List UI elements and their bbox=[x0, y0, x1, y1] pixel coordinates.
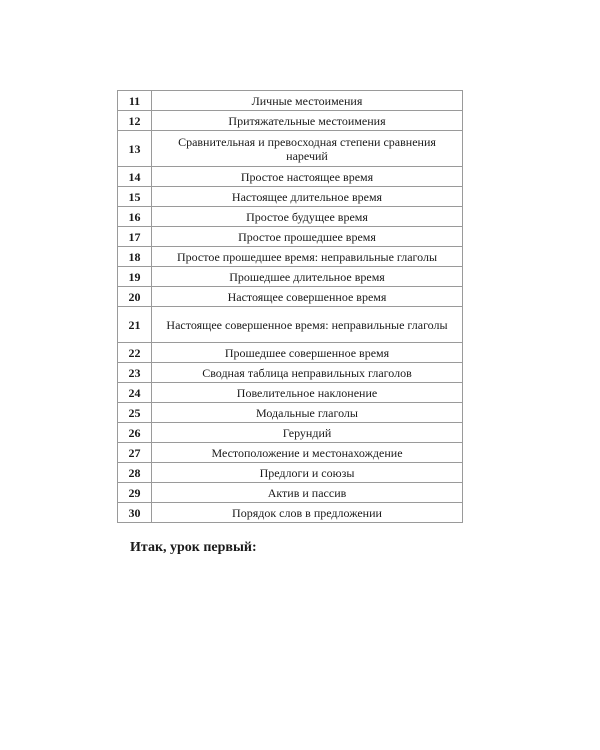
lesson-title: Порядок слов в предложении bbox=[152, 503, 463, 523]
table-row bbox=[118, 227, 463, 247]
lesson-title: Сравнительная и превосходная степени сравнения наречий bbox=[152, 131, 463, 167]
table-row bbox=[118, 207, 463, 227]
lesson-number: 11 bbox=[118, 91, 152, 111]
lesson-title: Притяжательные местоимения bbox=[152, 111, 463, 131]
table-row bbox=[118, 307, 463, 343]
lesson-number: 23 bbox=[118, 363, 152, 383]
lesson-number: 24 bbox=[118, 383, 152, 403]
lesson-title: Простое будущее время bbox=[152, 207, 463, 227]
lesson-number: 28 bbox=[118, 463, 152, 483]
lesson-number: 16 bbox=[118, 207, 152, 227]
lesson-number: 26 bbox=[118, 423, 152, 443]
lesson-title: Настоящее совершенное время: неправильные глаголы bbox=[152, 307, 463, 343]
table-row bbox=[118, 111, 463, 131]
table-row bbox=[118, 403, 463, 423]
table-row bbox=[118, 503, 463, 523]
table-row bbox=[118, 247, 463, 267]
lesson-title: Актив и пассив bbox=[152, 483, 463, 503]
table-row bbox=[118, 363, 463, 383]
table-row bbox=[118, 267, 463, 287]
lesson-heading: Итак, урок первый: bbox=[130, 540, 257, 555]
lesson-title: Простое прошедшее время bbox=[152, 227, 463, 247]
lesson-number: 18 bbox=[118, 247, 152, 267]
lesson-number: 13 bbox=[118, 131, 152, 167]
lesson-title: Настоящее длительное время bbox=[152, 187, 463, 207]
lesson-number: 19 bbox=[118, 267, 152, 287]
lesson-title: Прошедшее длительное время bbox=[152, 267, 463, 287]
lesson-number: 27 bbox=[118, 443, 152, 463]
lesson-title: Простое настоящее время bbox=[152, 167, 463, 187]
lesson-number: 20 bbox=[118, 287, 152, 307]
lesson-title: Простое прошедшее время: неправильные глаголы bbox=[152, 247, 463, 267]
lesson-title: Сводная таблица неправильных глаголов bbox=[152, 363, 463, 383]
table-row bbox=[118, 483, 463, 503]
lesson-number: 21 bbox=[118, 307, 152, 343]
lesson-title: Предлоги и союзы bbox=[152, 463, 463, 483]
table-row bbox=[118, 287, 463, 307]
table-row bbox=[118, 383, 463, 403]
lesson-number: 15 bbox=[118, 187, 152, 207]
table-row bbox=[118, 131, 463, 167]
table-row bbox=[118, 167, 463, 187]
lesson-title: Модальные глаголы bbox=[152, 403, 463, 423]
table-row bbox=[118, 91, 463, 111]
lessons-table bbox=[117, 90, 463, 523]
table-row bbox=[118, 343, 463, 363]
table-row bbox=[118, 187, 463, 207]
lesson-title: Герундий bbox=[152, 423, 463, 443]
lesson-title: Прошедшее совершенное время bbox=[152, 343, 463, 363]
lesson-number: 14 bbox=[118, 167, 152, 187]
lesson-number: 30 bbox=[118, 503, 152, 523]
table-row bbox=[118, 463, 463, 483]
lesson-number: 29 bbox=[118, 483, 152, 503]
lesson-title: Повелительное наклонение bbox=[152, 383, 463, 403]
table-row bbox=[118, 423, 463, 443]
lesson-title: Местоположение и местонахождение bbox=[152, 443, 463, 463]
lesson-number: 17 bbox=[118, 227, 152, 247]
lesson-number: 22 bbox=[118, 343, 152, 363]
lesson-title: Личные местоимения bbox=[152, 91, 463, 111]
table-row bbox=[118, 443, 463, 463]
lesson-number: 12 bbox=[118, 111, 152, 131]
lesson-number: 25 bbox=[118, 403, 152, 423]
lesson-title: Настоящее совершенное время bbox=[152, 287, 463, 307]
